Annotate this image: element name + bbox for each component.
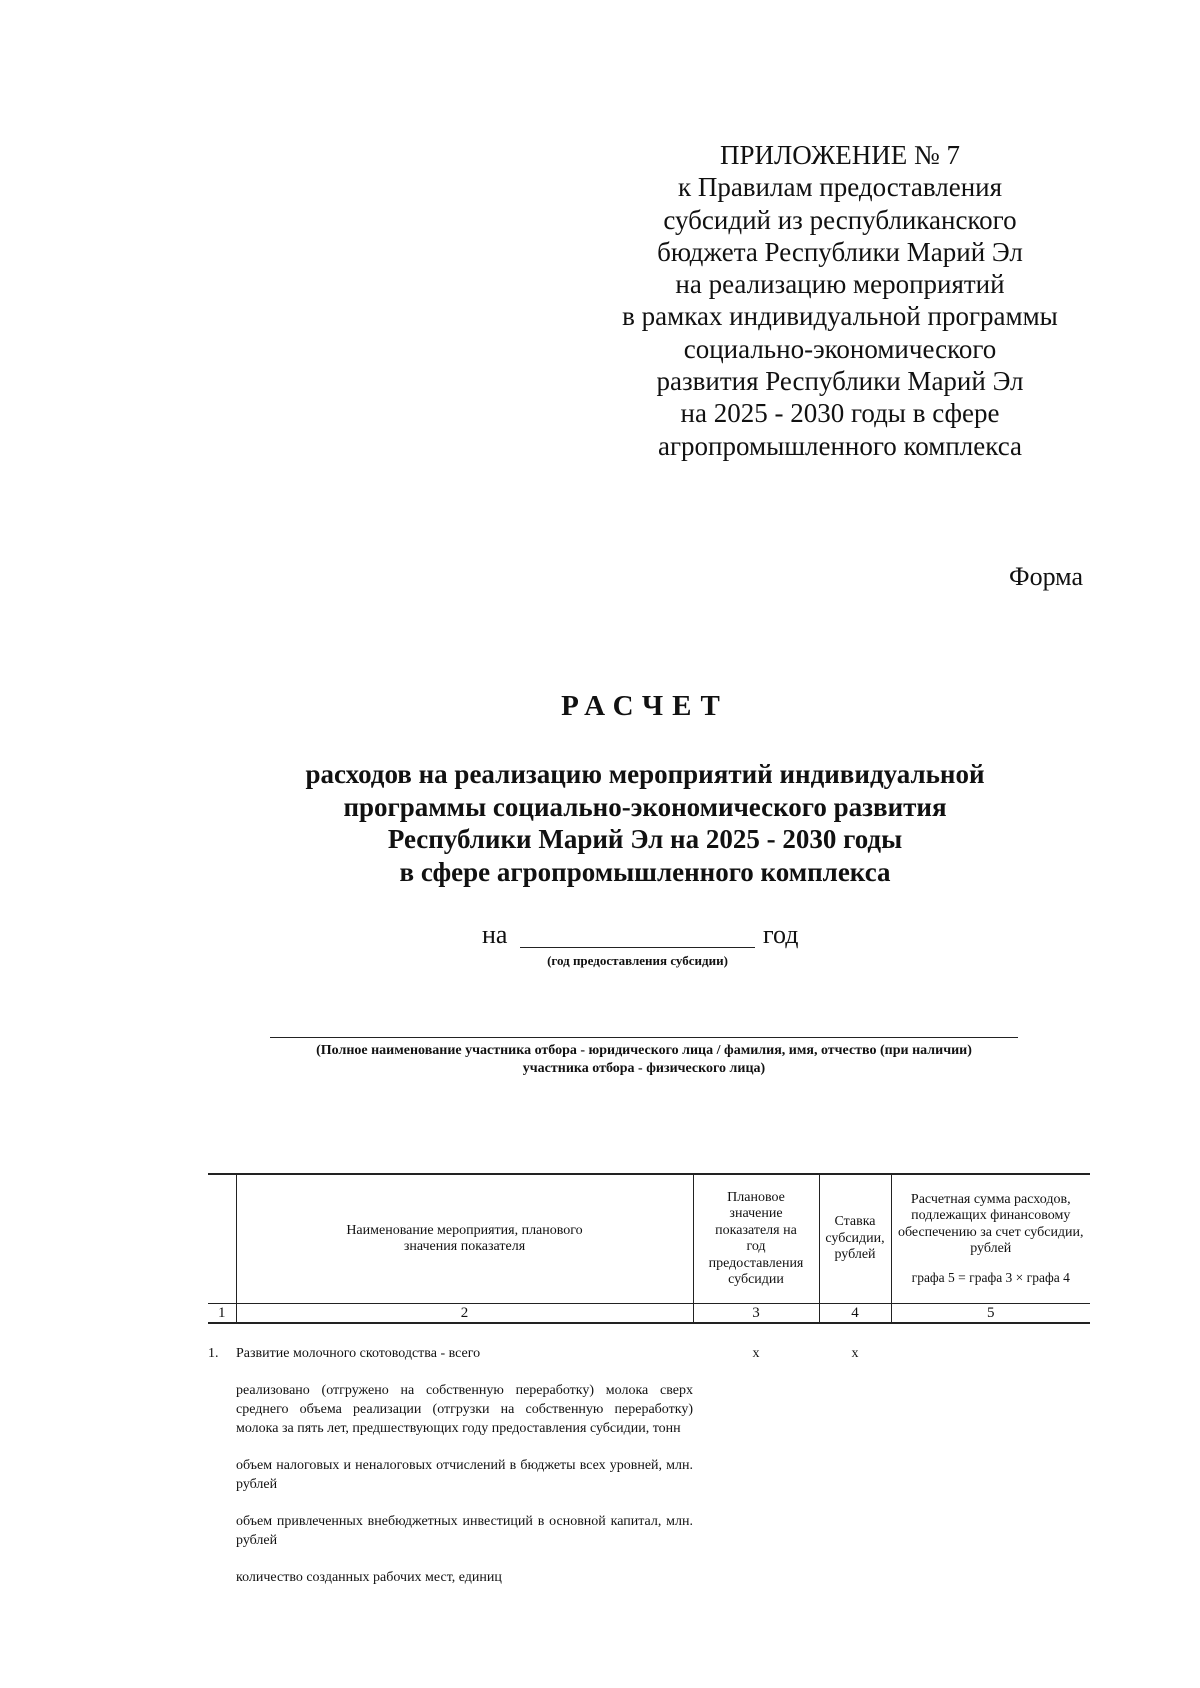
- year-prefix: на: [482, 920, 508, 949]
- row-plan-value: [693, 1438, 819, 1494]
- row-number: [208, 1438, 236, 1494]
- header-col5-label: Расчетная сумма расходов, подлежащих финансовому обеспечению за счет субсидии, рублей: [897, 1191, 1084, 1257]
- appendix-line: на реализацию мероприятий: [675, 269, 1005, 300]
- row-name: объем привлеченных внебюджетных инвестиций в основной капитал, млн. рублей: [236, 1514, 693, 1548]
- header-col1: [208, 1174, 236, 1304]
- row-sum: [891, 1323, 1090, 1363]
- year-field-caption: (год предоставления субсидии): [547, 953, 728, 968]
- appendix-line: ПРИЛОЖЕНИЕ № 7: [719, 140, 961, 170]
- row-sum: [891, 1550, 1090, 1587]
- row-rate: [819, 1550, 891, 1587]
- row-rate: [819, 1494, 891, 1550]
- row-number: [208, 1494, 236, 1550]
- appendix-line: агропромышленного комплекса: [658, 430, 1022, 461]
- row-sum: [891, 1494, 1090, 1550]
- row-rate: x: [851, 1346, 859, 1361]
- column-number: 2: [236, 1304, 693, 1324]
- appendix-line: развития Республики Марий Эл: [656, 366, 1024, 397]
- year-suffix: год: [763, 920, 799, 949]
- row-rate: [819, 1363, 891, 1438]
- appendix-header: [600, 139, 1080, 462]
- table-row: [208, 1494, 1090, 1550]
- appendix-line: в рамках индивидуальной программы: [622, 301, 1058, 332]
- row-name: реализовано (отгружено на собственную переработку) молока сверх среднего объема реализации (отгрузки на собственную переработку) молока за пять лет, предшествующих году предоставления субсидии, тонн: [236, 1383, 693, 1436]
- appendix-line: на 2025 - 2030 годы в сфере: [680, 398, 1000, 429]
- row-number: [208, 1363, 236, 1438]
- row-plan-value: [693, 1550, 819, 1587]
- entity-caption-line: участника отбора - физического лица): [522, 1061, 766, 1076]
- header-col5-formula: графа 5 = графа 3 × графа 4: [911, 1269, 1070, 1285]
- appendix-line: бюджета Республики Марий Эл: [657, 236, 1023, 267]
- column-number: 5: [891, 1304, 1090, 1324]
- document-title: РАСЧЕТ: [561, 690, 729, 722]
- appendix-line: социально-экономического: [683, 333, 997, 364]
- row-rate: [819, 1438, 891, 1494]
- column-number: 4: [819, 1304, 891, 1324]
- row-sum: [891, 1438, 1090, 1494]
- subtitle-line: расходов на реализацию мероприятий индивидуальной: [305, 759, 985, 789]
- document-subtitle: [0, 758, 1200, 888]
- row-number: 1.: [208, 1346, 219, 1361]
- subtitle-line: в сфере агропромышленного комплекса: [399, 856, 891, 887]
- header-col2: Наименование мероприятия, планового значения показателя: [236, 1174, 693, 1304]
- row-sum: [891, 1363, 1090, 1438]
- form-label: Форма: [1009, 562, 1083, 591]
- column-number: 1: [208, 1304, 236, 1324]
- column-number-row: [208, 1304, 1090, 1324]
- row-plan-value: x: [752, 1346, 760, 1361]
- header-col3: Плановое значение показателя на год предоставления субсидии: [693, 1174, 819, 1304]
- subtitle-line: Республики Марий Эл на 2025 - 2030 годы: [387, 824, 903, 854]
- entity-caption-line: (Полное наименование участника отбора - юридического лица / фамилия, имя, отчество (при наличии): [316, 1043, 972, 1058]
- header-col5: [891, 1174, 1090, 1304]
- row-name: количество созданных рабочих мест, единиц: [236, 1570, 502, 1585]
- appendix-line: субсидий из республиканского: [663, 204, 1017, 235]
- row-plan-value: [693, 1494, 819, 1550]
- header-col4: Ставка субсидии, рублей: [819, 1174, 891, 1304]
- row-plan-value: [693, 1363, 819, 1438]
- table-row: [208, 1363, 1090, 1438]
- row-name: объем налоговых и неналоговых отчислений в бюджеты всех уровней, млн. рублей: [236, 1458, 693, 1492]
- row-name: Развитие молочного скотоводства - всего: [236, 1346, 481, 1361]
- table-row: [208, 1323, 1090, 1363]
- calculation-table: [208, 1173, 1090, 1587]
- row-number: [208, 1550, 236, 1587]
- year-field-row: [0, 920, 1200, 950]
- year-blank-field[interactable]: [520, 947, 755, 948]
- table-row: [208, 1438, 1090, 1494]
- entity-name-blank-field[interactable]: [270, 1037, 1018, 1038]
- column-number: 3: [693, 1304, 819, 1324]
- subtitle-line: программы социально-экономического развития: [343, 791, 947, 822]
- table-header-row: [208, 1174, 1090, 1304]
- table-row: [208, 1550, 1090, 1587]
- entity-name-caption: [250, 1042, 1038, 1078]
- appendix-line: к Правилам предоставления: [677, 172, 1003, 203]
